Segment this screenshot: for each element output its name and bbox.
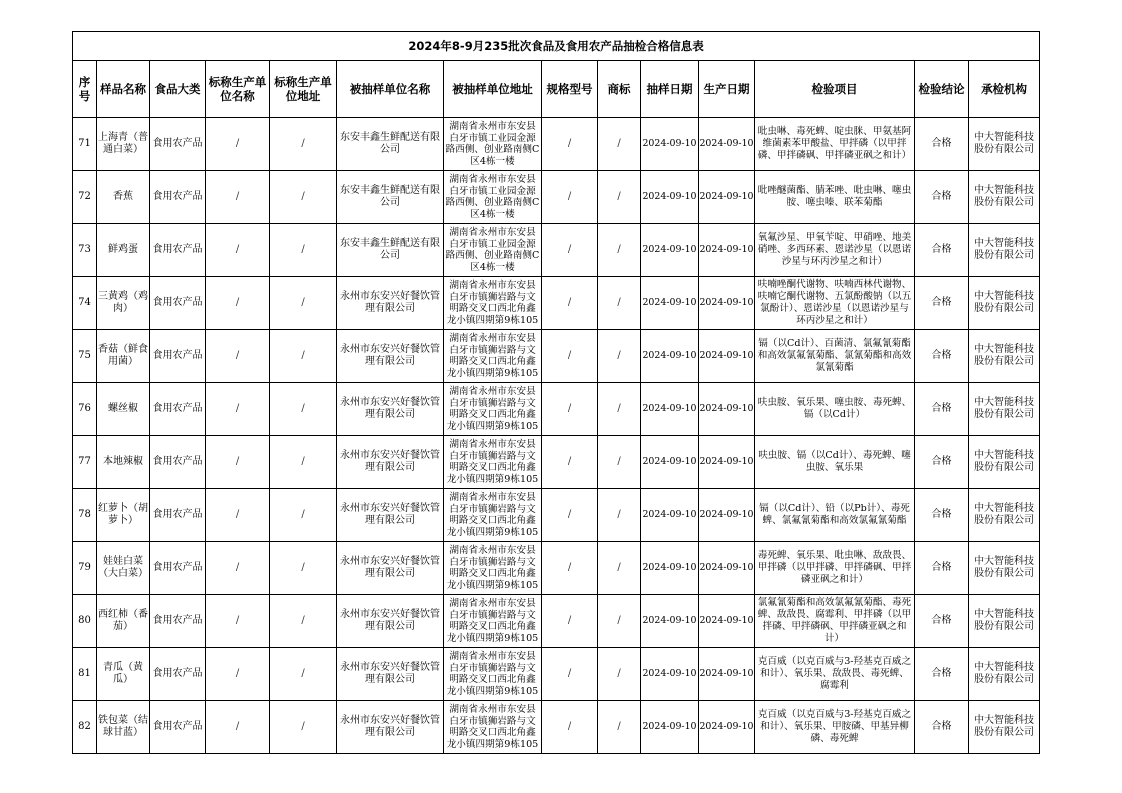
cell-test-items: 呋虫胺、氧乐果、噻虫胺、毒死蜱、镉（以Cd计） [755, 383, 915, 436]
cell-test-items: 镉（以Cd计）、百菌清、氯氟氰菊酯和高效氯氟氰菊酯、氯氰菊酯和高效氯氰菊酯 [755, 330, 915, 383]
cell-nominal-producer-name: / [206, 648, 270, 701]
cell-nominal-producer-address: / [270, 118, 337, 171]
cell-test-items: 镉（以Cd计）、铅（以Pb计）、毒死蜱、氯氟氰菊酯和高效氯氟氰菊酯 [755, 489, 915, 542]
cell-sampling-date: 2024-09-10 [641, 701, 699, 754]
cell-spec-model: / [542, 701, 598, 754]
table-row [73, 118, 1040, 171]
cell-sampled-unit-address: 湖南省永州市东安县白牙市镇狮岩路与文明路交叉口西北角鑫龙小镇四期第9栋105 [444, 648, 542, 701]
cell-test-items: 氯氟氰菊酯和高效氯氟氰菊酯、毒死蜱、敌敌畏、腐霉利、甲拌磷（以甲拌磷、甲拌磷砜、甲拌磷亚砜之和计） [755, 595, 915, 648]
cell-test-items: 氧氟沙星、甲氧苄啶、甲硝唑、地美硝唑、多西环素、恩诺沙星（以恩诺沙星与环丙沙星之和计） [755, 224, 915, 277]
cell-sampling-date: 2024-09-10 [641, 118, 699, 171]
cell-test-items: 吡唑醚菌酯、腈苯唑、吡虫啉、噻虫胺、噻虫嗪、联苯菊酯 [755, 171, 915, 224]
cell-conclusion: 合格 [915, 436, 969, 489]
cell-nominal-producer-address: / [270, 648, 337, 701]
cell-nominal-producer-address: / [270, 224, 337, 277]
cell-spec-model: / [542, 118, 598, 171]
cell-sampled-unit-address: 湖南省永州市东安县白牙市镇狮岩路与文明路交叉口西北角鑫龙小镇四期第9栋105 [444, 701, 542, 754]
cell-food-category: 食用农产品 [150, 489, 206, 542]
cell-trademark: / [598, 171, 641, 224]
cell-sampled-unit-address: 湖南省永州市东安县白牙市镇狮岩路与文明路交叉口西北角鑫龙小镇四期第9栋105 [444, 489, 542, 542]
cell-production-date: 2024-09-10 [699, 171, 755, 224]
cell-sampled-unit-name: 东安丰鑫生鲜配送有限公司 [337, 224, 444, 277]
table-row [73, 224, 1040, 277]
cell-conclusion: 合格 [915, 118, 969, 171]
cell-nominal-producer-address: / [270, 489, 337, 542]
cell-seq: 80 [73, 595, 97, 648]
cell-testing-agency: 中大智能科技股份有限公司 [969, 489, 1040, 542]
cell-nominal-producer-name: / [206, 383, 270, 436]
cell-seq: 74 [73, 277, 97, 330]
cell-nominal-producer-name: / [206, 542, 270, 595]
cell-production-date: 2024-09-10 [699, 277, 755, 330]
col-header-sampled-unit-address: 被抽样单位地址 [444, 61, 542, 118]
cell-production-date: 2024-09-10 [699, 648, 755, 701]
col-header-food-category: 食品大类 [150, 61, 206, 118]
cell-testing-agency: 中大智能科技股份有限公司 [969, 171, 1040, 224]
cell-food-category: 食用农产品 [150, 171, 206, 224]
cell-test-items: 呋虫胺、镉（以Cd计）、毒死蜱、噻虫胺、氧乐果 [755, 436, 915, 489]
cell-sampled-unit-address: 湖南省永州市东安县白牙市镇工业园金源路西侧、创业路南侧C区4栋一楼 [444, 118, 542, 171]
cell-sampling-date: 2024-09-10 [641, 489, 699, 542]
cell-sampled-unit-name: 永州市东安兴好餐饮管理有限公司 [337, 436, 444, 489]
table-row [73, 595, 1040, 648]
cell-sample-name: 铁包菜（结球甘蓝） [97, 701, 150, 754]
cell-sample-name: 香菇（鲜食用菌） [97, 330, 150, 383]
cell-trademark: / [598, 277, 641, 330]
cell-sampling-date: 2024-09-10 [641, 330, 699, 383]
cell-spec-model: / [542, 436, 598, 489]
cell-production-date: 2024-09-10 [699, 489, 755, 542]
cell-seq: 77 [73, 436, 97, 489]
table-title: 2024年8-9月235批次食品及食用农产品抽检合格信息表 [73, 32, 1040, 61]
cell-sampled-unit-name: 永州市东安兴好餐饮管理有限公司 [337, 595, 444, 648]
cell-sampling-date: 2024-09-10 [641, 542, 699, 595]
cell-sample-name: 香蕉 [97, 171, 150, 224]
cell-spec-model: / [542, 330, 598, 383]
cell-nominal-producer-address: / [270, 330, 337, 383]
cell-trademark: / [598, 118, 641, 171]
cell-seq: 82 [73, 701, 97, 754]
cell-conclusion: 合格 [915, 224, 969, 277]
cell-seq: 71 [73, 118, 97, 171]
table-row [73, 436, 1040, 489]
cell-seq: 76 [73, 383, 97, 436]
cell-trademark: / [598, 436, 641, 489]
cell-sampled-unit-address: 湖南省永州市东安县白牙市镇狮岩路与文明路交叉口西北角鑫龙小镇四期第9栋105 [444, 595, 542, 648]
cell-spec-model: / [542, 383, 598, 436]
col-header-testing-agency: 承检机构 [969, 61, 1040, 118]
cell-sampled-unit-name: 永州市东安兴好餐饮管理有限公司 [337, 701, 444, 754]
cell-sampling-date: 2024-09-10 [641, 648, 699, 701]
cell-seq: 73 [73, 224, 97, 277]
cell-trademark: / [598, 489, 641, 542]
cell-spec-model: / [542, 595, 598, 648]
table-row [73, 542, 1040, 595]
col-header-conclusion: 检验结论 [915, 61, 969, 118]
cell-food-category: 食用农产品 [150, 542, 206, 595]
cell-test-items: 吡虫啉、毒死蜱、啶虫脒、甲氨基阿维菌素苯甲酸盐、甲拌磷（以甲拌磷、甲拌磷砜、甲拌磷亚砜之和计） [755, 118, 915, 171]
cell-seq: 79 [73, 542, 97, 595]
cell-test-items: 呋喃唑酮代谢物、呋喃西林代谢物、呋喃它酮代谢物、五氯酚酸钠（以五氯酚计）、恩诺沙星（以恩诺沙星与环丙沙星之和计） [755, 277, 915, 330]
cell-production-date: 2024-09-10 [699, 436, 755, 489]
cell-spec-model: / [542, 224, 598, 277]
cell-production-date: 2024-09-10 [699, 330, 755, 383]
cell-food-category: 食用农产品 [150, 277, 206, 330]
cell-sampled-unit-address: 湖南省永州市东安县白牙市镇狮岩路与文明路交叉口西北角鑫龙小镇四期第9栋105 [444, 330, 542, 383]
cell-sampled-unit-name: 永州市东安兴好餐饮管理有限公司 [337, 542, 444, 595]
cell-seq: 81 [73, 648, 97, 701]
col-header-sampling-date: 抽样日期 [641, 61, 699, 118]
cell-nominal-producer-name: / [206, 171, 270, 224]
cell-trademark: / [598, 330, 641, 383]
cell-food-category: 食用农产品 [150, 595, 206, 648]
cell-sampled-unit-address: 湖南省永州市东安县白牙市镇工业园金源路西侧、创业路南侧C区4栋一楼 [444, 224, 542, 277]
cell-conclusion: 合格 [915, 648, 969, 701]
cell-trademark: / [598, 224, 641, 277]
cell-sampling-date: 2024-09-10 [641, 595, 699, 648]
cell-sample-name: 鲜鸡蛋 [97, 224, 150, 277]
cell-nominal-producer-name: / [206, 277, 270, 330]
col-header-spec-model: 规格型号 [542, 61, 598, 118]
cell-sample-name: 上海青（普通白菜） [97, 118, 150, 171]
cell-trademark: / [598, 595, 641, 648]
cell-sampled-unit-name: 东安丰鑫生鲜配送有限公司 [337, 171, 444, 224]
cell-trademark: / [598, 542, 641, 595]
table-row [73, 489, 1040, 542]
cell-seq: 78 [73, 489, 97, 542]
header-row [73, 61, 1040, 118]
cell-food-category: 食用农产品 [150, 436, 206, 489]
cell-food-category: 食用农产品 [150, 383, 206, 436]
cell-spec-model: / [542, 648, 598, 701]
cell-production-date: 2024-09-10 [699, 224, 755, 277]
cell-conclusion: 合格 [915, 171, 969, 224]
cell-sampled-unit-name: 永州市东安兴好餐饮管理有限公司 [337, 648, 444, 701]
inspection-table [72, 31, 1040, 754]
cell-production-date: 2024-09-10 [699, 595, 755, 648]
cell-conclusion: 合格 [915, 701, 969, 754]
cell-food-category: 食用农产品 [150, 648, 206, 701]
cell-nominal-producer-address: / [270, 277, 337, 330]
cell-production-date: 2024-09-10 [699, 383, 755, 436]
cell-nominal-producer-name: / [206, 330, 270, 383]
cell-conclusion: 合格 [915, 277, 969, 330]
cell-spec-model: / [542, 171, 598, 224]
cell-testing-agency: 中大智能科技股份有限公司 [969, 330, 1040, 383]
cell-test-items: 克百威（以克百威与3-羟基克百威之和计）、氧乐果、敌敌畏、毒死蜱、腐霉利 [755, 648, 915, 701]
cell-food-category: 食用农产品 [150, 330, 206, 383]
cell-trademark: / [598, 701, 641, 754]
cell-conclusion: 合格 [915, 542, 969, 595]
cell-food-category: 食用农产品 [150, 224, 206, 277]
cell-sampled-unit-address: 湖南省永州市东安县白牙市镇狮岩路与文明路交叉口西北角鑫龙小镇四期第9栋105 [444, 436, 542, 489]
cell-sampled-unit-address: 湖南省永州市东安县白牙市镇狮岩路与文明路交叉口西北角鑫龙小镇四期第9栋105 [444, 277, 542, 330]
col-header-sample-name: 样品名称 [97, 61, 150, 118]
cell-food-category: 食用农产品 [150, 701, 206, 754]
cell-testing-agency: 中大智能科技股份有限公司 [969, 701, 1040, 754]
cell-food-category: 食用农产品 [150, 118, 206, 171]
cell-sampling-date: 2024-09-10 [641, 171, 699, 224]
col-header-test-items: 检验项目 [755, 61, 915, 118]
cell-sampled-unit-name: 永州市东安兴好餐饮管理有限公司 [337, 277, 444, 330]
cell-nominal-producer-name: / [206, 701, 270, 754]
cell-test-items: 克百威（以克百威与3-羟基克百威之和计）、氧乐果、甲胺磷、甲基异柳磷、毒死蜱 [755, 701, 915, 754]
cell-trademark: / [598, 383, 641, 436]
cell-testing-agency: 中大智能科技股份有限公司 [969, 542, 1040, 595]
table-row [73, 383, 1040, 436]
cell-nominal-producer-address: / [270, 595, 337, 648]
cell-sample-name: 娃娃白菜（大白菜） [97, 542, 150, 595]
cell-test-items: 毒死蜱、氧乐果、吡虫啉、敌敌畏、甲拌磷（以甲拌磷、甲拌磷砜、甲拌磷亚砜之和计） [755, 542, 915, 595]
cell-sample-name: 本地辣椒 [97, 436, 150, 489]
col-header-trademark: 商标 [598, 61, 641, 118]
cell-production-date: 2024-09-10 [699, 701, 755, 754]
cell-sample-name: 三黄鸡（鸡肉） [97, 277, 150, 330]
col-header-production-date: 生产日期 [699, 61, 755, 118]
cell-conclusion: 合格 [915, 383, 969, 436]
table-row [73, 171, 1040, 224]
cell-sampling-date: 2024-09-10 [641, 277, 699, 330]
cell-sampled-unit-address: 湖南省永州市东安县白牙市镇狮岩路与文明路交叉口西北角鑫龙小镇四期第9栋105 [444, 383, 542, 436]
table-row [73, 277, 1040, 330]
cell-sampled-unit-name: 永州市东安兴好餐饮管理有限公司 [337, 330, 444, 383]
cell-sampled-unit-name: 东安丰鑫生鲜配送有限公司 [337, 118, 444, 171]
col-header-nominal-producer-name: 标称生产单位名称 [206, 61, 270, 118]
cell-sampled-unit-name: 永州市东安兴好餐饮管理有限公司 [337, 383, 444, 436]
table-row [73, 648, 1040, 701]
cell-sampled-unit-address: 湖南省永州市东安县白牙市镇工业园金源路西侧、创业路南侧C区4栋一楼 [444, 171, 542, 224]
table-row [73, 330, 1040, 383]
cell-nominal-producer-address: / [270, 701, 337, 754]
cell-spec-model: / [542, 489, 598, 542]
col-header-nominal-producer-address: 标称生产单位地址 [270, 61, 337, 118]
cell-nominal-producer-name: / [206, 489, 270, 542]
cell-nominal-producer-name: / [206, 118, 270, 171]
col-header-seq: 序号 [73, 61, 97, 118]
cell-sampling-date: 2024-09-10 [641, 224, 699, 277]
cell-testing-agency: 中大智能科技股份有限公司 [969, 648, 1040, 701]
cell-spec-model: / [542, 542, 598, 595]
cell-testing-agency: 中大智能科技股份有限公司 [969, 383, 1040, 436]
cell-sample-name: 红萝卜（胡萝卜） [97, 489, 150, 542]
cell-nominal-producer-name: / [206, 595, 270, 648]
cell-sampled-unit-name: 永州市东安兴好餐饮管理有限公司 [337, 489, 444, 542]
cell-sampling-date: 2024-09-10 [641, 383, 699, 436]
cell-conclusion: 合格 [915, 595, 969, 648]
cell-conclusion: 合格 [915, 330, 969, 383]
cell-sample-name: 青瓜（黄瓜） [97, 648, 150, 701]
cell-sample-name: 西红柿（番茄） [97, 595, 150, 648]
cell-testing-agency: 中大智能科技股份有限公司 [969, 224, 1040, 277]
table-row [73, 701, 1040, 754]
cell-nominal-producer-address: / [270, 436, 337, 489]
table-body [73, 118, 1040, 754]
cell-sample-name: 螺丝椒 [97, 383, 150, 436]
cell-testing-agency: 中大智能科技股份有限公司 [969, 118, 1040, 171]
col-header-sampled-unit-name: 被抽样单位名称 [337, 61, 444, 118]
cell-sampling-date: 2024-09-10 [641, 436, 699, 489]
cell-nominal-producer-address: / [270, 171, 337, 224]
cell-nominal-producer-name: / [206, 436, 270, 489]
cell-sampled-unit-address: 湖南省永州市东安县白牙市镇狮岩路与文明路交叉口西北角鑫龙小镇四期第9栋105 [444, 542, 542, 595]
cell-testing-agency: 中大智能科技股份有限公司 [969, 277, 1040, 330]
cell-testing-agency: 中大智能科技股份有限公司 [969, 436, 1040, 489]
cell-testing-agency: 中大智能科技股份有限公司 [969, 595, 1040, 648]
cell-seq: 75 [73, 330, 97, 383]
cell-seq: 72 [73, 171, 97, 224]
cell-nominal-producer-address: / [270, 542, 337, 595]
cell-spec-model: / [542, 277, 598, 330]
cell-nominal-producer-name: / [206, 224, 270, 277]
cell-production-date: 2024-09-10 [699, 542, 755, 595]
cell-nominal-producer-address: / [270, 383, 337, 436]
cell-conclusion: 合格 [915, 489, 969, 542]
cell-trademark: / [598, 648, 641, 701]
cell-production-date: 2024-09-10 [699, 118, 755, 171]
